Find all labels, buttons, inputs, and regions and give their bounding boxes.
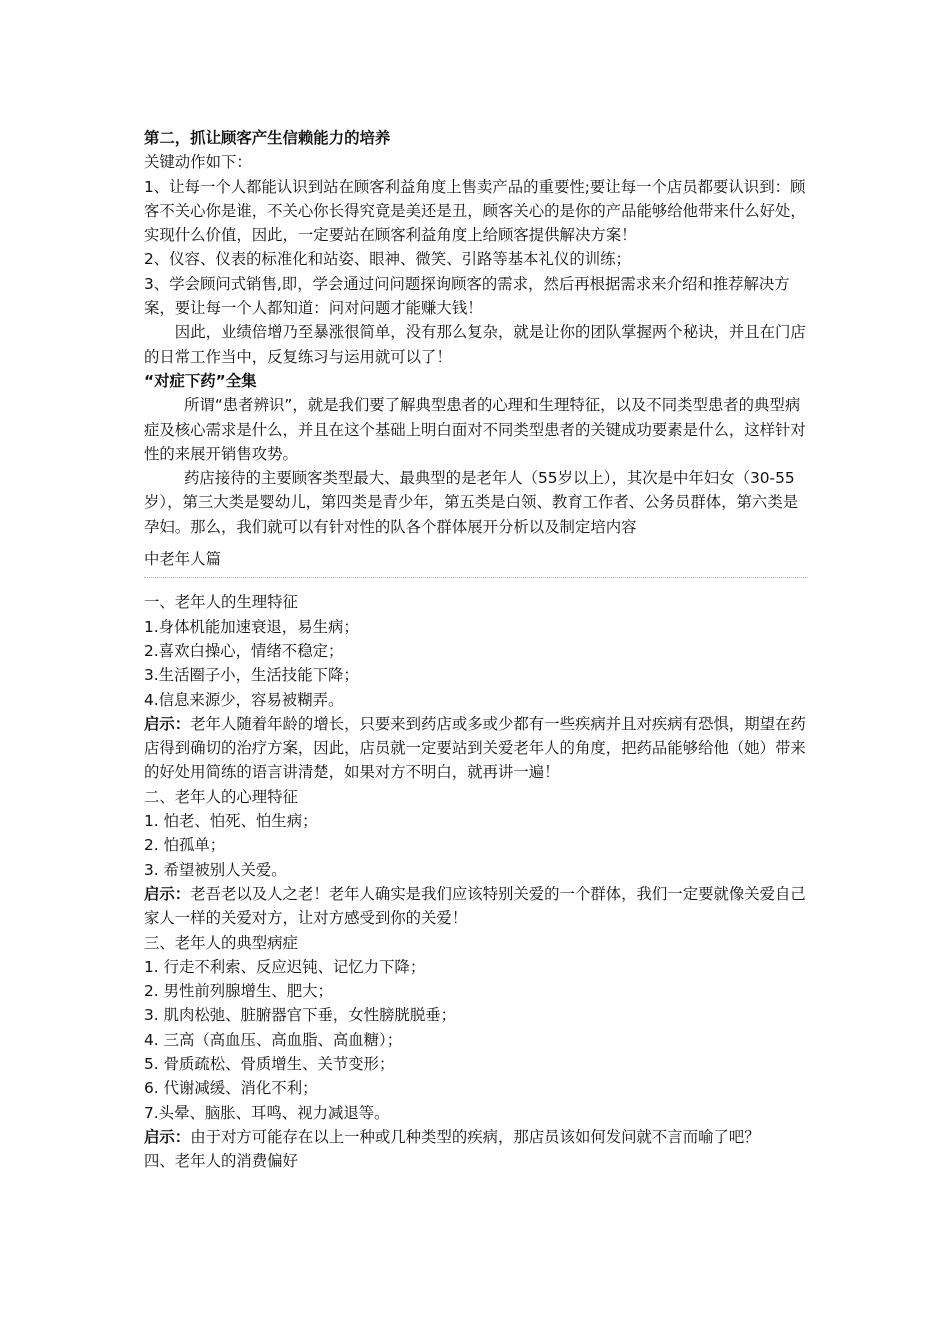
heading-collection: “对症下药”全集 [144,371,257,390]
disease-item: 1. 行走不利索、反应迟钝、记忆力下降； [144,957,426,976]
key-actions-label: 关键动作如下： [144,153,252,172]
psych-item: 2. 怕孤单； [144,836,226,855]
heading-second: 第二，抓让顾客产生信赖能力的培养 [144,129,391,147]
disease-item: 7.头晕、脑胀、耳鸣、视力减退等。 [144,1103,390,1122]
hint-text: 老吾老以及人之老！老年人确实是我们应该特别关爱的一个群体，我们一定要就像关爱自己家人一样的关爱对方，让对方感受到你的关爱！ [144,884,806,928]
hint-text: 老年人随着年龄的增长，只要来到药店或多或少都有一些疾病并且对疾病有恐惧，期望在药店得到确切的治疗方案，因此，店员就一定要站到关爱老年人的角度，把药品能够给他（她）带来的好处用简练的语言讲清楚，如果对方不明白，就再讲一遍！ [144,714,806,782]
psych-hint [144,882,808,931]
conclusion-paragraph: 因此，业绩倍增乃至暴涨很简单，没有那么复杂，就是让你的团队掌握两个秘诀，并且在门店的日常工作当中，反复练习与运用就可以了！ [144,323,806,366]
physio-item: 4.信息来源少，容易被糊弄。 [144,690,344,709]
hint-label: 启示： [144,714,191,733]
document-body [144,126,808,1173]
hint-text: 由于对方可能存在以上一种或几种类型的疾病，那店员该如何发问就不言而喻了吧？ [190,1127,760,1146]
consumption-title: 四、老年人的消费偏好 [144,1152,298,1171]
physio-item: 3.生活圈子小，生活技能下降； [144,666,359,685]
psych-item: 3. 希望被别人关爱。 [144,860,287,879]
disease-hint [144,1125,808,1149]
action-item-3: 3、学会顾问式销售,即，学会通过问问题探询顾客的需求，然后再根据需求来介绍和推荐解决方案，要让每一个人都知道：问对问题才能赚大钱！ [144,274,790,318]
physio-item: 1.身体机能加速衰退，易生病； [144,617,359,636]
psych-item: 1. 怕老、怕死、怕生病； [144,812,318,831]
physio-hint [144,712,808,785]
disease-title: 三、老年人的典型病症 [144,933,298,952]
disease-item: 2. 男性前列腺增生、肥大； [144,982,333,1001]
physio-title: 一、老年人的生理特征 [144,593,298,612]
disease-item: 3. 肌肉松弛、脏腑器官下垂，女性膀胱脱垂； [144,1006,456,1025]
psych-title: 二、老年人的心理特征 [144,787,298,806]
physio-item: 2.喜欢白操心，情绪不稳定； [144,641,344,660]
disease-item: 4. 三高（高血压、高血脂、高血糖）； [144,1030,403,1049]
disease-item: 5. 骨质疏松、骨质增生、关节变形； [144,1054,395,1073]
intro-paragraph-2: 药店接待的主要顾客类型最大、最典型的是老年人（55岁以上），其次是中年妇女（30-55岁），第三大类是婴幼儿，第四类是青少年，第五类是白领、教育工作者、公务员群体，第六类是孕妇。那么，我们就可以有针对性的队各个群体展开分析以及制定培内容 [144,469,799,536]
action-item-2: 2、仪容、仪表的标准化和站姿、眼神、微笑、引路等基本礼仪的训练； [144,250,631,269]
intro-paragraph-1: 所谓“患者辨识”，就是我们要了解典型患者的心理和生理特征，以及不同类型患者的典型病症及核心需求是什么，并且在这个基础上明白面对不同类型患者的关键成功要素是什么，这样针对性的来展开销售攻势。 [144,396,806,463]
hint-label: 启示： [144,884,191,903]
disease-item: 6. 代谢减缓、消化不利； [144,1079,318,1098]
section-title: 中老年人篇 [144,547,808,578]
hint-label: 启示： [144,1127,191,1146]
action-item-1: 1、让每一个人都能认识到站在顾客利益角度上售卖产品的重要性;要让每一个店员都要认识到：顾客不关心你是谁，不关心你长得究竟是美还是丑，顾客关心的是你的产品能够给他带来什么好处，实现什么价值，因此，一定要站在顾客利益角度上给顾客提供解决方案！ [144,177,806,245]
